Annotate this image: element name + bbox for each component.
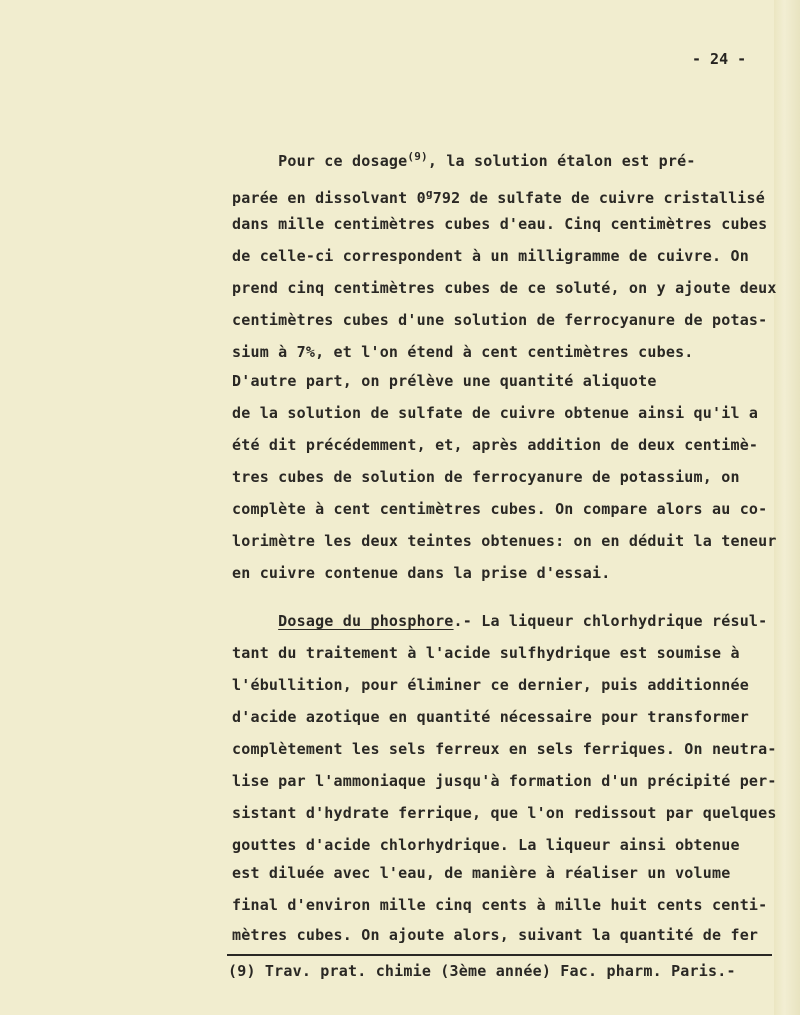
text-line: en cuivre contenue dans la prise d'essai. [232, 564, 611, 582]
text-line: gouttes d'acide chlorhydrique. La liqueur ainsi obtenue [232, 836, 740, 854]
text-line: Pour ce dosage$^{(9)}$, la solution étalon est pré- [232, 150, 696, 170]
text-line: sistant d'hydrate ferrique, que l'on redissout par quelques [232, 804, 777, 822]
text-line: lorimètre les deux teintes obtenues: on en déduit la teneur [232, 532, 777, 550]
section-heading: Dosage du phosphore [278, 612, 454, 630]
page-edge [774, 0, 800, 1015]
text-line: l'ébullition, pour éliminer ce dernier, puis additionnée [232, 676, 749, 694]
text-line: centimètres cubes d'une solution de ferrocyanure de potas- [232, 311, 768, 329]
footnote-ref: (9) [407, 150, 428, 163]
text-line: lise par l'ammoniaque jusqu'à formation d'un précipité per- [232, 772, 777, 790]
text-line: prend cinq centimètres cubes de ce soluté, on y ajoute deux [232, 279, 777, 297]
text-line: dans mille centimètres cubes d'eau. Cinq centimètres cubes [232, 215, 768, 233]
text-line: d'acide azotique en quantité nécessaire pour transformer [232, 708, 749, 726]
text-line: complètement les sels ferreux en sels ferriques. On neutra- [232, 740, 777, 758]
text-line: D'autre part, on prélève une quantité aliquote [232, 372, 657, 390]
text-line: tres cubes de solution de ferrocyanure de potassium, on [232, 468, 740, 486]
text-line: mètres cubes. On ajoute alors, suivant la quantité de fer [232, 926, 759, 944]
text-line: tant du traitement à l'acide sulfhydrique est soumise à [232, 644, 740, 662]
footnote-rule [227, 954, 772, 956]
text-line: parée en dissolvant 0$^g$792 de sulfate de cuivre cristallisé [232, 187, 765, 207]
text-line: sium à 7%, et l'on étend à cent centimètres cubes. [232, 343, 694, 361]
text-line: est diluée avec l'eau, de manière à réaliser un volume [232, 864, 731, 882]
text-line: de celle-ci correspondent à un milligramme de cuivre. On [232, 247, 749, 265]
text-line: été dit précédemment, et, après addition de deux centimè- [232, 436, 759, 454]
text-line: final d'environ mille cinq cents à mille huit cents centi- [232, 896, 768, 914]
text-line: Dosage du phosphore.- La liqueur chlorhydrique résul- [278, 612, 768, 630]
footnote: (9) Trav. prat. chimie (3ème année) Fac. pharm. Paris.- [228, 962, 736, 980]
text-line: de la solution de sulfate de cuivre obtenue ainsi qu'il a [232, 404, 759, 422]
page-number: - 24 - [692, 50, 747, 68]
text-line: complète à cent centimètres cubes. On compare alors au co- [232, 500, 768, 518]
